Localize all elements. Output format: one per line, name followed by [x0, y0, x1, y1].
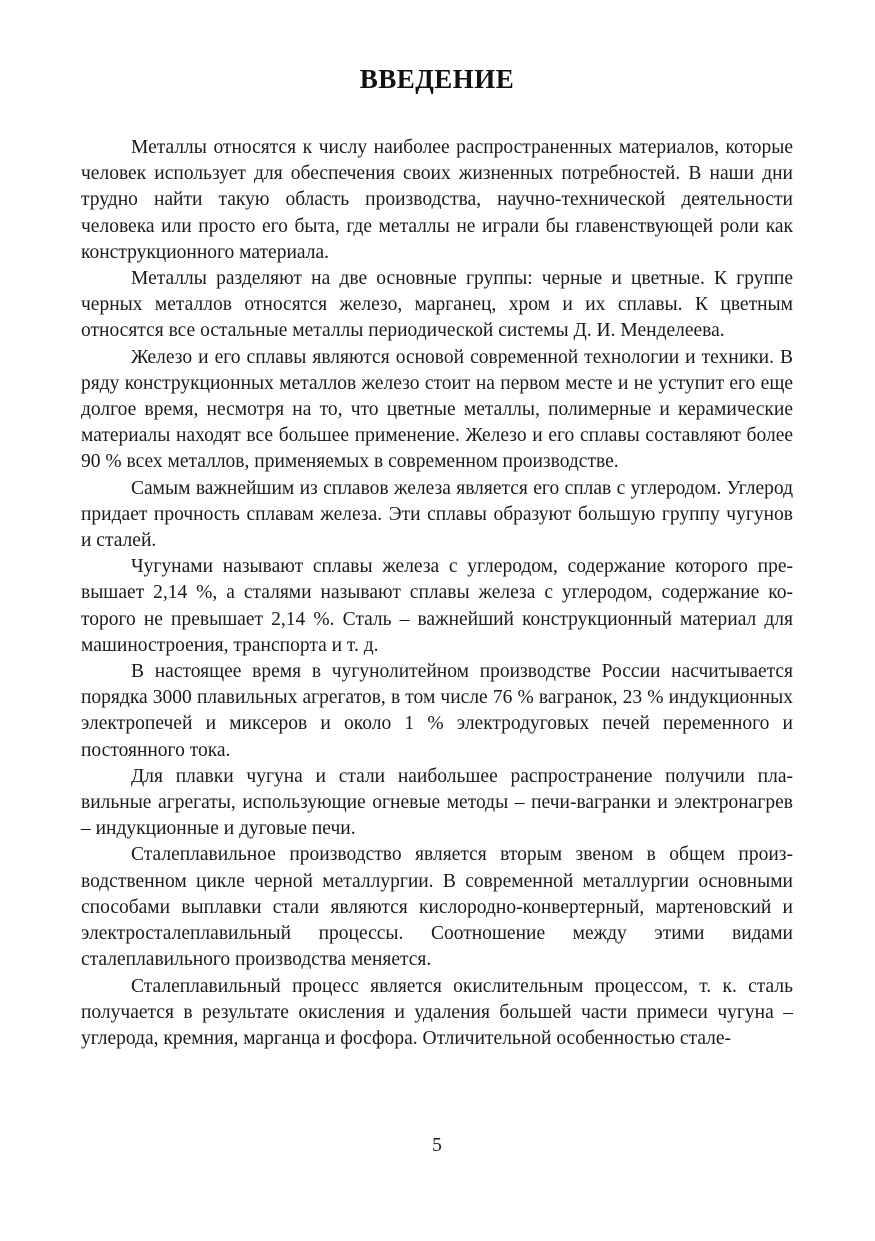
page-title: ВВЕДЕНИЕ [359, 64, 515, 94]
paragraph: Сталеплавильное производство является вторым звеном в общем производственном цикле черной металлургии. В современной металлургии основными способами выплавки стали являются кислородно-конвертерный, мартеновский и электросталеплавильный процессы. Соотношение между этими видами сталеплавильного производства меняется. [81, 844, 793, 971]
paragraph: Металлы разделяют на две основные группы: черные и цветные. К группе черных металлов относятся железо, марганец, хром и их сплавы. К цветным относятся все остальные металлы периодической системы Д. И. Менделеева. [81, 268, 793, 342]
paragraph: В настоящее время в чугунолитейном производстве России насчитывается порядка 3000 плавильных агрегатов, в том числе 76 % вагранок, 23 % индукционных электропечей и миксеров и около 1 % электродуговых печей переменного и постоянного тока. [81, 661, 793, 761]
paragraph: Железо и его сплавы являются основой современной технологии и техники. В ряду конструкционных металлов железо стоит на первом месте и не уступит его еще долгое время, несмотря на то, что цветные металлы, полимерные и керамические материалы находят все большее применение. Железо и его сплавы составляют более 90 % всех металлов, применяемых в современном производстве. [81, 346, 793, 473]
page-number: 5 [432, 1135, 442, 1156]
paragraph: Металлы относятся к числу наиболее распространенных материалов, которые человек использует для обеспечения своих жизненных потребностей. В наши дни трудно найти такую область производства, научно-технической деятельности человека или просто его быта, где металлы не играли бы главенствующей роли как конструкционного материала. [81, 137, 793, 263]
paragraph: Сталеплавильный процесс является окислительным процессом, т. к. сталь получается в результате окисления и удаления большей части примеси чугуна – углерода, кремния, марганца и фосфора. Отличительной особенностью стале- [81, 975, 793, 1049]
body-text [81, 135, 793, 1052]
paragraph: Для плавки чугуна и стали наибольшее распространение получили плавильные агрегаты, использующие огневые методы – печи-вагранки и электронагрев – индукционные и дуговые печи. [81, 765, 793, 840]
paragraph: Чугунами называют сплавы железа с углеродом, содержание которого превышает 2,14 %, а сталями называют сплавы железа с углеродом, содержание которого не превышает 2,14 %. Сталь – важнейший конструкционный материал для машиностроения, транспорта и т. д. [81, 556, 793, 656]
paragraph: Самым важнейшим из сплавов железа является его сплав с углеродом. Углерод придает прочность сплавам железа. Эти сплавы образуют большую группу чугунов и сталей. [81, 477, 793, 552]
